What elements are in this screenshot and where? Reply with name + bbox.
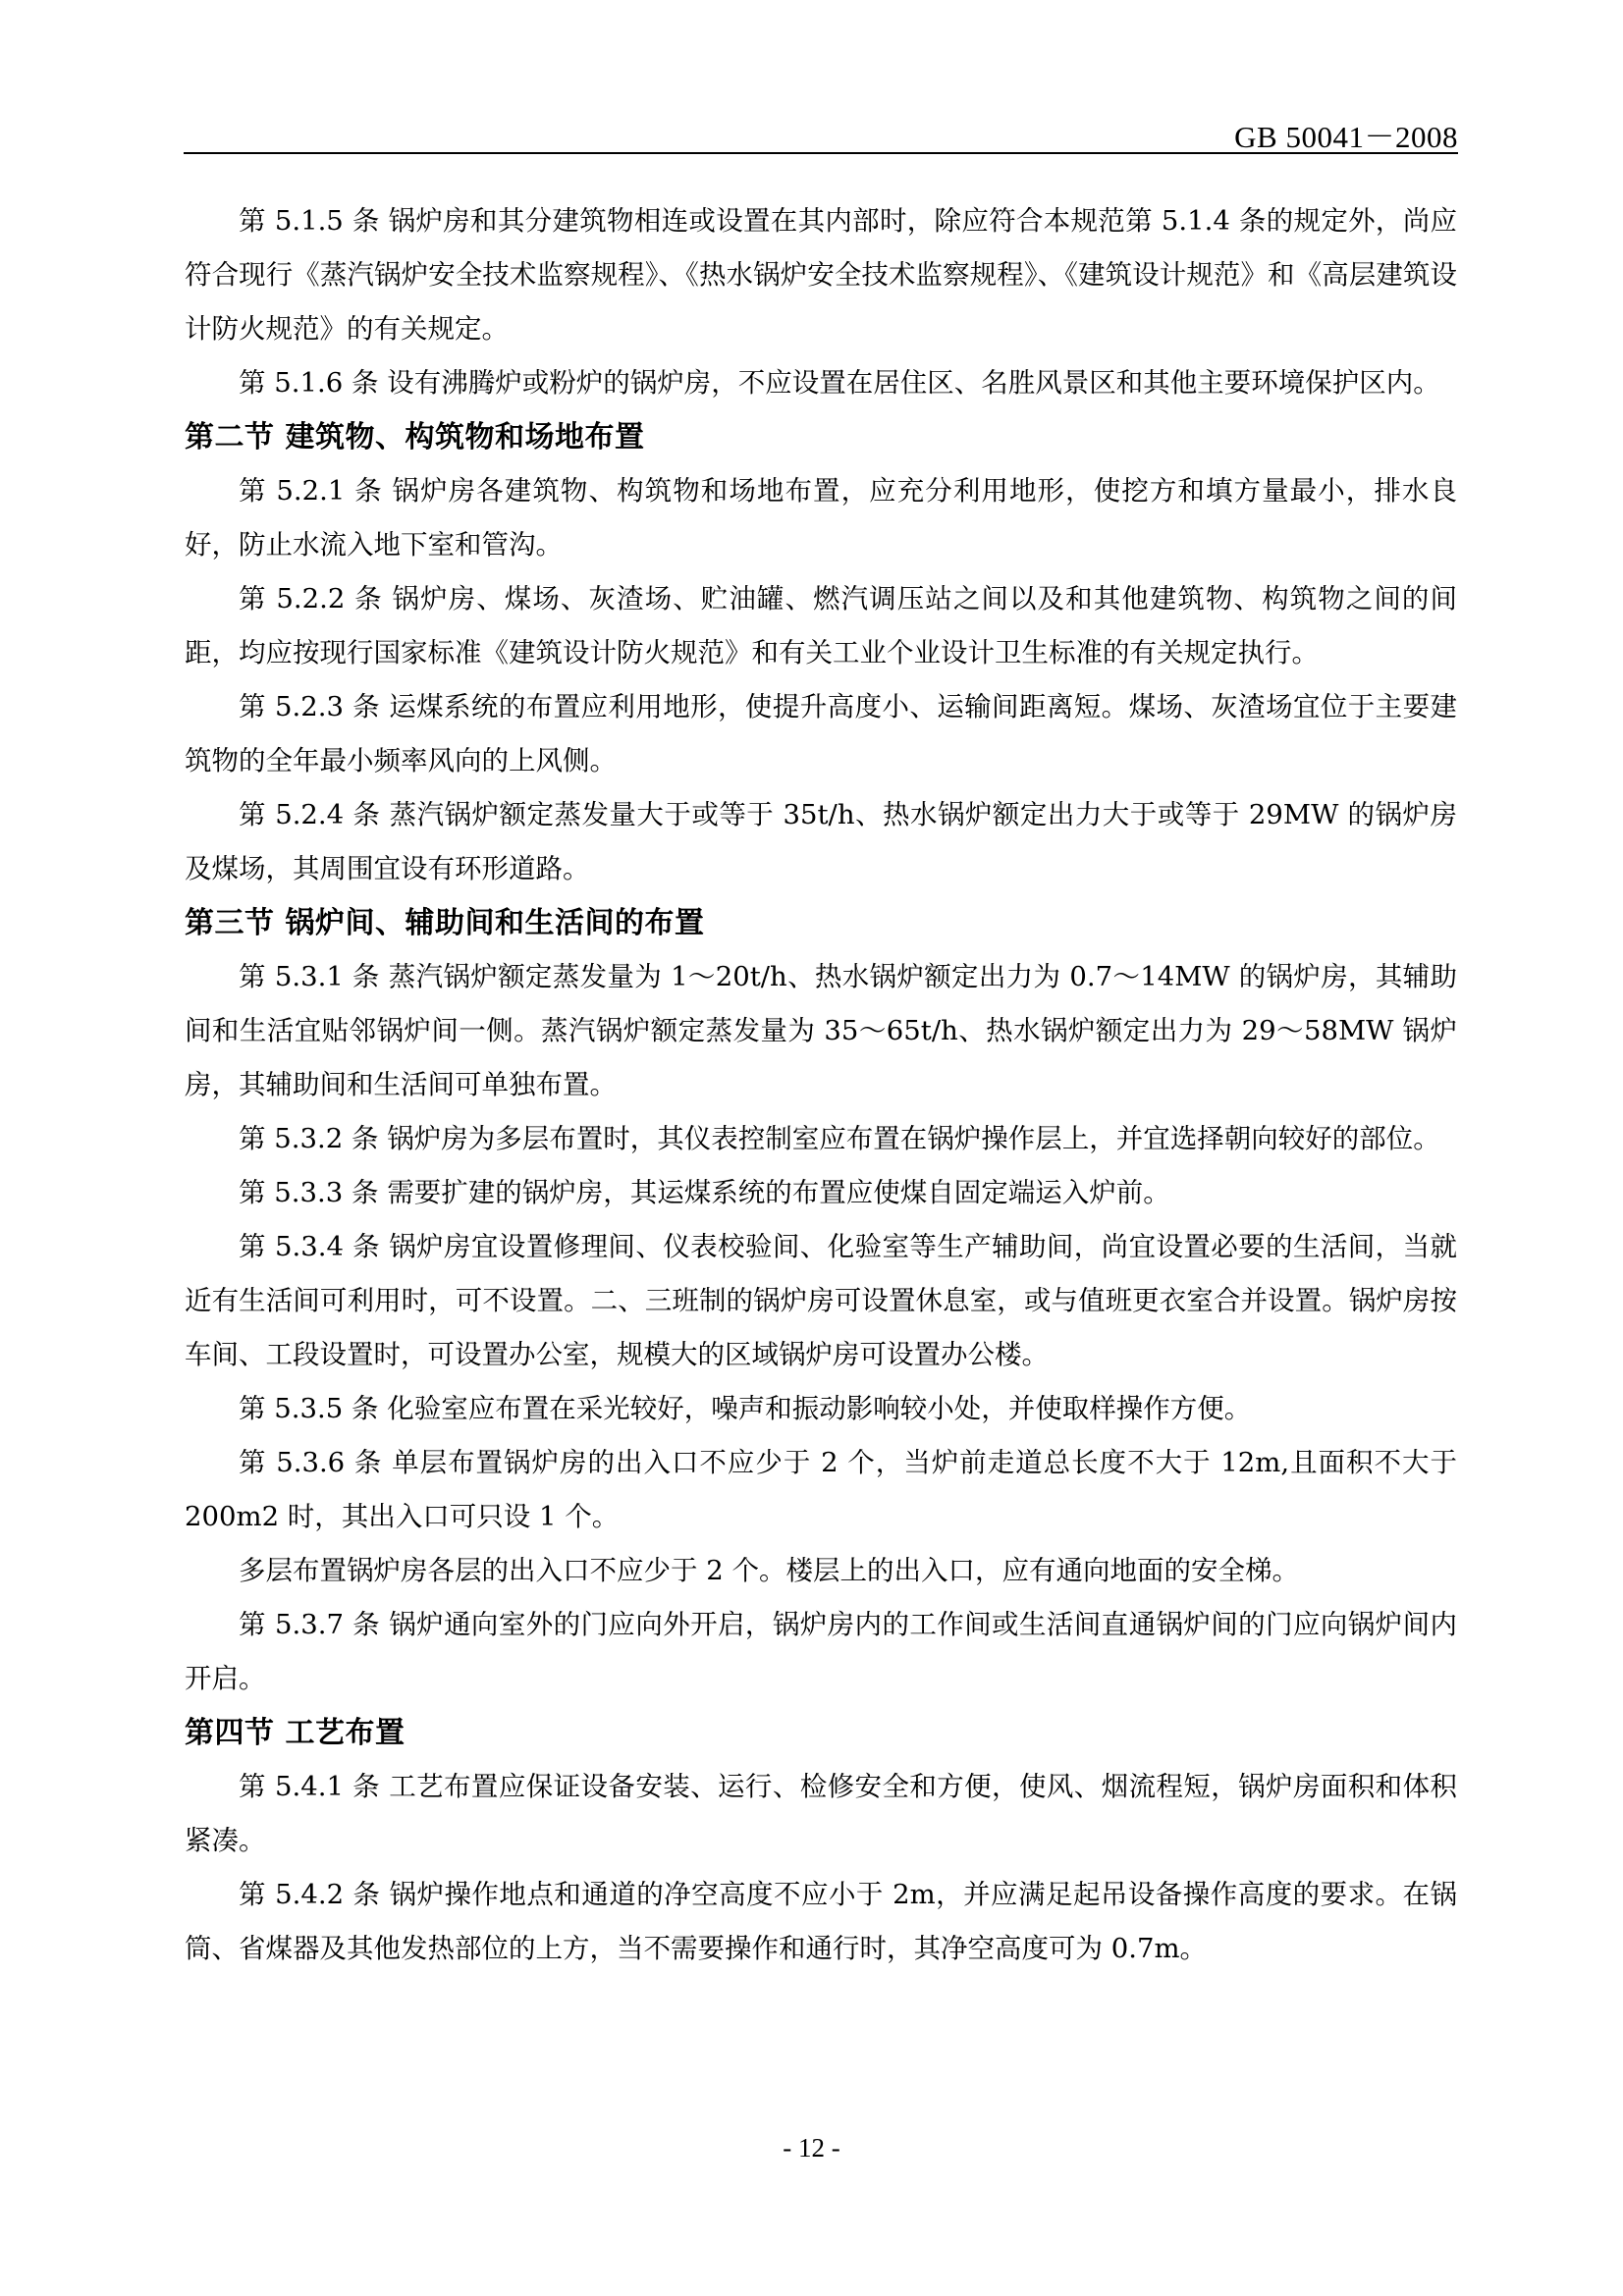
clause-5-3-4: 第 5.3.4 条 锅炉房宜设置修理间、仪表校验间、化验室等生产辅助间，尚宜设置必要的生活间，当就近有生活间可利用时，可不设置。二、三班制的锅炉房可设置休息室，或与值班更衣室合并设置。锅炉房按车间、工段设置时，可设置办公室，规模大的区域锅炉房可设置办公楼。	[185, 1231, 1457, 1370]
clause-5-1-6: 第 5.1.6 条 设有沸腾炉或粉炉的锅炉房，不应设置在居住区、名胜风景区和其他主要环境保护区内。	[239, 367, 1440, 399]
clause-5-4-1: 第 5.4.1 条 工艺布置应保证设备安装、运行、检修安全和方便，使风、烟流程短，锅炉房面积和体积紧凑。	[185, 1771, 1457, 1856]
clause-5-3-7: 第 5.3.7 条 锅炉通向室外的门应向外开启，锅炉房内的工作间或生活间直通锅炉间的门应向锅炉间内开启。	[185, 1609, 1457, 1694]
section-heading-2: 第二节 建筑物、构筑物和场地布置	[185, 420, 645, 454]
page-number: - 12 -	[783, 2133, 840, 2163]
clause-5-3-2: 第 5.3.2 条 锅炉房为多层布置时，其仪表控制室应布置在锅炉操作层上，并宜选择朝向较好的部位。	[239, 1123, 1440, 1154]
clause-5-2-1: 第 5.2.1 条 锅炉房各建筑物、构筑物和场地布置，应充分利用地形，使挖方和填方量最小，排水良好，防止水流入地下室和管沟。	[185, 475, 1457, 561]
clause-5-3-1: 第 5.3.1 条 蒸汽锅炉额定蒸发量为 1～20t/h、热水锅炉额定出力为 0.7～14MW 的锅炉房，其辅助间和生活宜贴邻锅炉间一侧。蒸汽锅炉额定蒸发量为 35～65t/h、热水锅炉额定出力为 29～58MW 锅炉房，其辅助间和生活间可单独布置。	[185, 961, 1457, 1100]
clause-5-1-5: 第 5.1.5 条 锅炉房和其分建筑物相连或设置在其内部时，除应符合本规范第 5.1.4 条的规定外，尚应符合现行《蒸汽锅炉安全技术监察规程》、《热水锅炉安全技术监察规程》、《建筑设计规范》和《高层建筑设计防火规范》的有关规定。	[185, 205, 1457, 345]
clause-5-3-5: 第 5.3.5 条 化验室应布置在采光较好，噪声和振动影响较小处，并使取样操作方便。	[239, 1393, 1252, 1424]
clause-5-3-6: 第 5.3.6 条 单层布置锅炉房的出入口不应少于 2 个，当炉前走道总长度不大于 12m,且面积不大于 200m2 时，其出入口可只设 1 个。	[185, 1447, 1457, 1532]
clause-5-3-6-continued: 多层布置锅炉房各层的出入口不应少于 2 个。楼层上的出入口，应有通向地面的安全梯。	[239, 1555, 1299, 1586]
clause-5-2-2: 第 5.2.2 条 锅炉房、煤场、灰渣场、贮油罐、燃汽调压站之间以及和其他建筑物、构筑物之间的间距，均应按现行国家标准《建筑设计防火规范》和有关工业个业设计卫生标准的有关规定执行。	[185, 583, 1457, 668]
standard-number: GB 50041－2008	[1234, 120, 1458, 154]
section-heading-4: 第四节 工艺布置	[185, 1716, 406, 1750]
document-body	[185, 194, 1457, 1976]
clause-5-2-4: 第 5.2.4 条 蒸汽锅炉额定蒸发量大于或等于 35t/h、热水锅炉额定出力大于或等于 29MW 的锅炉房及煤场，其周围宜设有环形道路。	[185, 799, 1457, 884]
section-heading-3: 第三节 锅炉间、辅助间和生活间的布置	[185, 906, 705, 940]
clause-5-4-2: 第 5.4.2 条 锅炉操作地点和通道的净空高度不应小于 2m，并应满足起吊设备操作高度的要求。在锅筒、省煤器及其他发热部位的上方，当不需要操作和通行时，其净空高度可为 0.7m。	[185, 1879, 1457, 1964]
page-header	[184, 108, 1458, 154]
clause-5-2-3: 第 5.2.3 条 运煤系统的布置应利用地形，使提升高度小、运输间距离短。煤场、灰渣场宜位于主要建筑物的全年最小频率风向的上风侧。	[185, 691, 1457, 776]
clause-5-3-3: 第 5.3.3 条 需要扩建的锅炉房，其运煤系统的布置应使煤自固定端运入炉前。	[239, 1177, 1170, 1208]
